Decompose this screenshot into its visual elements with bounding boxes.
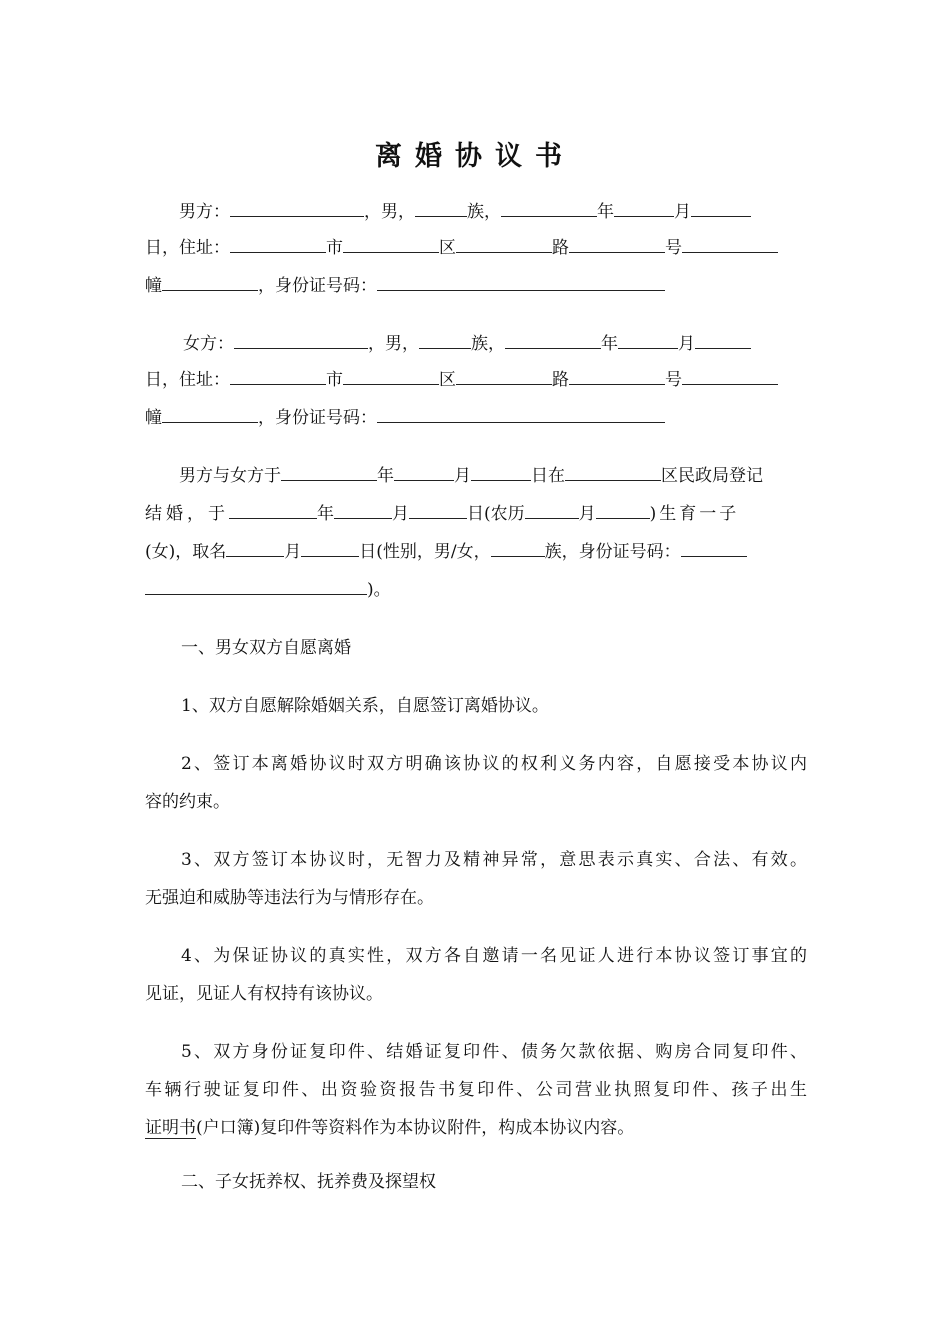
marriage-line-1: 男方与女方于 年 月 日在 区民政局登记 (145, 458, 807, 494)
husband-label: 男方： (179, 202, 230, 222)
wife-label: 女方： (183, 334, 234, 354)
section1-heading: 一、男女双方自愿离婚 (181, 638, 351, 658)
birth-certificate-link[interactable]: 证明书 (145, 1118, 196, 1138)
marriage-line-3: (女)，取名 月 日(性别，男/女， 族，身份证号码： (145, 534, 807, 570)
husband-line-1: 男方： ，男， 族， 年 月 (145, 194, 807, 230)
wife-line-3: 幢 ，身份证号码： (145, 400, 807, 436)
wife-line-1: 女方： ，男， 族， 年 月 (145, 326, 807, 362)
marriage-line-2: 结婚，于 年 月 日(农历 月 )生育一子 (145, 496, 807, 532)
item3-line-2: 无强迫和威胁等违法行为与情形存在。 (145, 888, 434, 908)
section2-heading: 二、子女抚养权、抚养费及探望权 (181, 1172, 436, 1192)
marriage-line-4: )。 (145, 572, 807, 608)
husband-line-2: 日，住址： 市 区 路 号 (145, 230, 807, 266)
item3-line-1: 3、双方签订本协议时，无智力及精神异常，意思表示真实、合法、有效。 (181, 850, 807, 870)
item2-line-1: 2、签订本离婚协议时双方明确该协议的权利义务内容，自愿接受本协议内 (181, 754, 807, 774)
item4-line-1: 4、为保证协议的真实性，双方各自邀请一名见证人进行本协议签订事宜的 (181, 946, 807, 966)
document-title: 离婚协议书 (375, 141, 575, 172)
husband-line-3: 幢 ，身份证号码： (145, 268, 807, 304)
item4-line-2: 见证，见证人有权持有该协议。 (145, 984, 383, 1004)
wife-line-2: 日，住址： 市 区 路 号 (145, 362, 807, 398)
item2-line-2: 容的约束。 (145, 792, 230, 812)
item5-line-2: 车辆行驶证复印件、出资验资报告书复印件、公司营业执照复印件、孩子出生 (145, 1080, 807, 1100)
item5-line-1: 5、双方身份证复印件、结婚证复印件、债务欠款依据、购房合同复印件、 (181, 1042, 807, 1062)
item1: 1、双方自愿解除婚姻关系，自愿签订离婚协议。 (181, 696, 549, 716)
item5-line-3: 证明书(户口簿)复印件等资料作为本协议附件，构成本协议内容。 (145, 1118, 635, 1138)
